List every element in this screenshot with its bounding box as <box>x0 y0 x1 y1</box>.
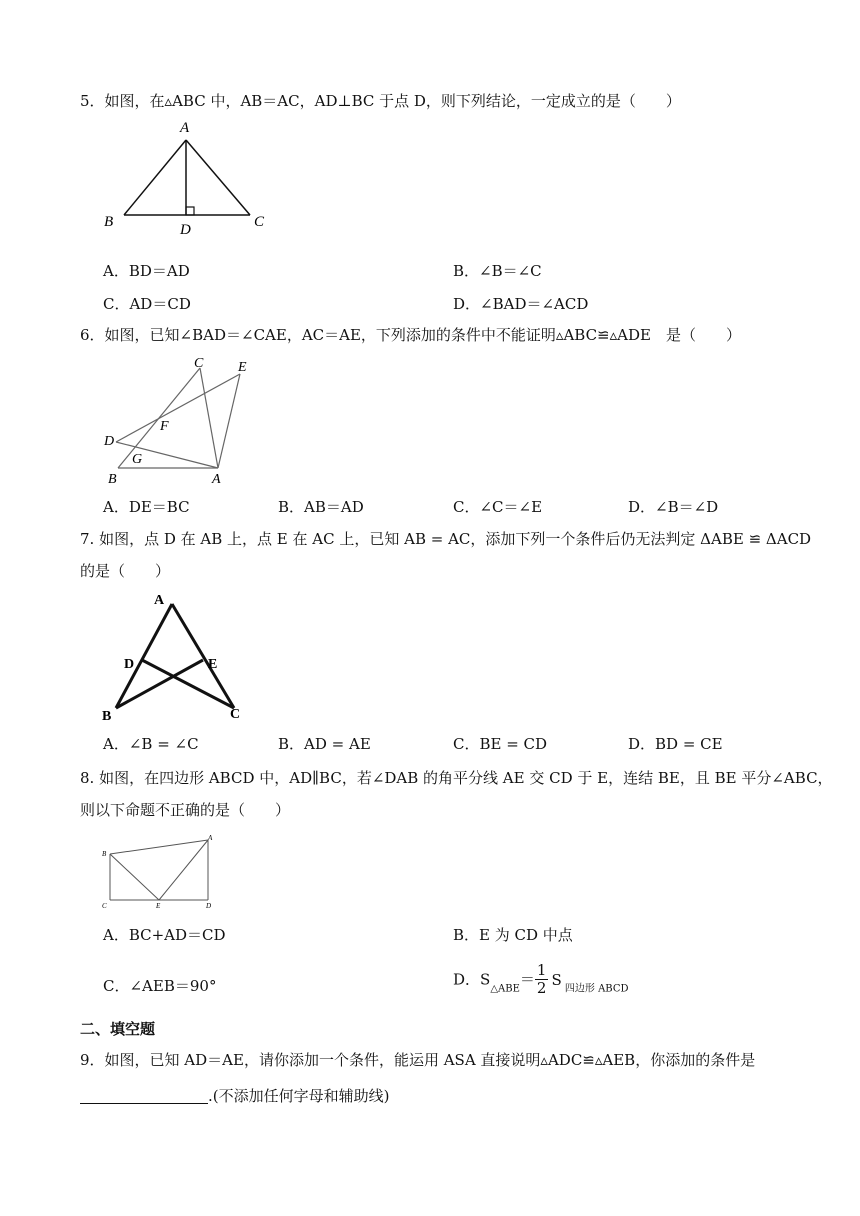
q6-label-d: D <box>104 434 115 449</box>
q8-option-d[interactable] <box>453 962 629 1000</box>
q7-option-b[interactable]: B．AD = AE <box>278 735 371 753</box>
q6-label-g: G <box>132 452 143 467</box>
q6-option-c[interactable]: C．∠C＝∠E <box>453 498 543 516</box>
q5-label-a: A <box>180 120 190 136</box>
q6-label-b: B <box>108 472 117 487</box>
q8-stem-line1: 8. 如图，在四边形 ABCD 中，AD∥BC，若∠DAB 的角平分线 AE 交 CD 于 E，连结 BE，且 BE 平分∠ABC， <box>80 769 833 787</box>
q8-option-b[interactable]: B．E 为 CD 中点 <box>453 926 573 944</box>
q8-figure <box>98 830 228 912</box>
q7-label-b: B <box>102 709 112 724</box>
q8-option-d-prefix: D．S <box>453 970 491 989</box>
q8-label-c: C <box>102 902 107 910</box>
q7-stem-line1: 7. 如图，点 D 在 AB 上，点 E 在 AC 上，已知 AB = AC，添加下列一个条件后仍无法判定 ΔABE ≌ ΔACD <box>80 530 812 548</box>
q6-label-c: C <box>194 356 204 371</box>
q5-option-a[interactable]: A．BD＝AD <box>103 262 190 280</box>
q7-label-e: E <box>208 657 218 672</box>
q9-stem: 9．如图，已知 AD＝AE，请你添加一个条件，能运用 ASA 直接说明▵ADC≌▵AEB，你添加的条件是 <box>80 1051 756 1069</box>
q9-tail: .(不添加任何字母和辅助线) <box>208 1087 390 1105</box>
q5-option-d[interactable]: D．∠BAD＝∠ACD <box>453 295 589 313</box>
q6-option-a[interactable]: A．DE＝BC <box>103 498 190 516</box>
q5-option-b[interactable]: B．∠B＝∠C <box>453 262 542 280</box>
q5-label-b: B <box>104 214 114 230</box>
q6-stem: 6．如图，已知∠BAD＝∠CAE，AC＝AE，下列添加的条件中不能证明▵ABC≌▵ADE 是（ ） <box>80 326 741 344</box>
q6-label-e: E <box>238 360 247 375</box>
q7-label-d: D <box>124 657 135 672</box>
q8-option-c[interactable]: C．∠AEB＝90° <box>103 977 217 995</box>
q7-label-c: C <box>230 707 241 722</box>
q8-label-e: E <box>156 902 161 910</box>
section-title: 二、填空题 <box>80 1020 156 1038</box>
q8-label-a: A <box>208 834 213 842</box>
q6-option-d[interactable]: D．∠B＝∠D <box>628 498 719 516</box>
q5-figure <box>98 116 278 240</box>
q8-frac-num: 1 <box>536 961 547 979</box>
q8-option-d-fraction <box>535 962 549 997</box>
q6-figure <box>98 350 258 490</box>
q7-stem-line2: 的是（ ） <box>80 562 171 580</box>
q6-label-a: A <box>212 472 221 487</box>
q8-option-d-eq: ＝ <box>519 970 535 989</box>
q8-label-b: B <box>102 850 107 858</box>
q7-option-d[interactable]: D．BD = CE <box>628 735 723 753</box>
q8-option-d-s: S <box>551 970 562 989</box>
q5-label-c: C <box>254 214 265 230</box>
q6-option-b[interactable]: B．AB＝AD <box>278 498 364 516</box>
q6-label-f: F <box>160 419 169 434</box>
q9-answer-line <box>80 1083 389 1109</box>
q7-label-a: A <box>154 593 165 608</box>
q5-stem: 5．如图，在▵ABC 中，AB＝AC，AD⊥BC 于点 D，则下列结论，一定成立的是（ ） <box>80 92 681 110</box>
q5-option-c[interactable]: C．AD＝CD <box>103 295 191 313</box>
q9-answer-blank[interactable] <box>80 1087 208 1104</box>
q7-option-c[interactable]: C．BE = CD <box>453 735 548 753</box>
q8-option-d-sub2: 四边形 ABCD <box>561 983 629 995</box>
q8-option-d-sub1: △ABE <box>490 983 520 995</box>
q7-figure <box>98 588 258 724</box>
q8-frac-den: 2 <box>536 979 547 997</box>
q8-stem-line2: 则以下命题不正确的是（ ） <box>80 801 291 819</box>
q7-option-a[interactable]: A．∠B = ∠C <box>103 735 199 753</box>
q8-option-a[interactable]: A．BC+AD＝CD <box>103 926 226 944</box>
q8-label-d: D <box>206 902 212 910</box>
q5-label-d: D <box>180 222 191 238</box>
